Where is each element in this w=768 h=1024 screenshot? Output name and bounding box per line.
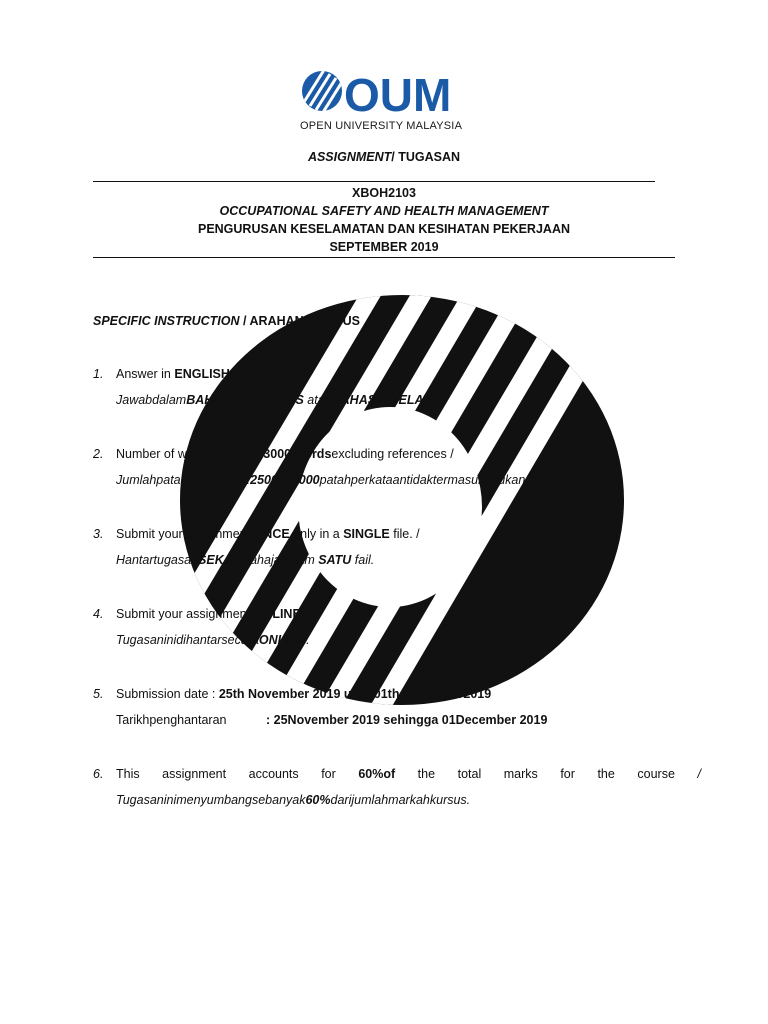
- top-rule: [93, 181, 655, 182]
- semester: SEPTEMBER 2019: [329, 240, 439, 254]
- bottom-rule: [93, 257, 675, 258]
- assignment-title: ASSIGNMENT/ TUGASAN: [307, 150, 461, 164]
- course-code: XBOH2103: [352, 186, 416, 200]
- course-title-en: OCCUPATIONAL SAFETY AND HEALTH MANAGEMENT: [219, 204, 549, 218]
- course-title-ms: PENGURUSAN KESELAMATAN DAN KESIHATAN PEKERJAAN: [197, 222, 570, 236]
- logo-emblem-icon: [302, 70, 342, 114]
- logo-brand-text: OUM: [344, 69, 452, 121]
- item-6-justified-line: This assignment accounts for 60%of the total marks for the course /: [116, 767, 701, 781]
- logo-subtitle: OPEN UNIVERSITY MALAYSIA: [300, 120, 463, 132]
- instructions-heading: SPECIFIC INSTRUCTION / ARAHAN KHUSUS: [93, 314, 360, 328]
